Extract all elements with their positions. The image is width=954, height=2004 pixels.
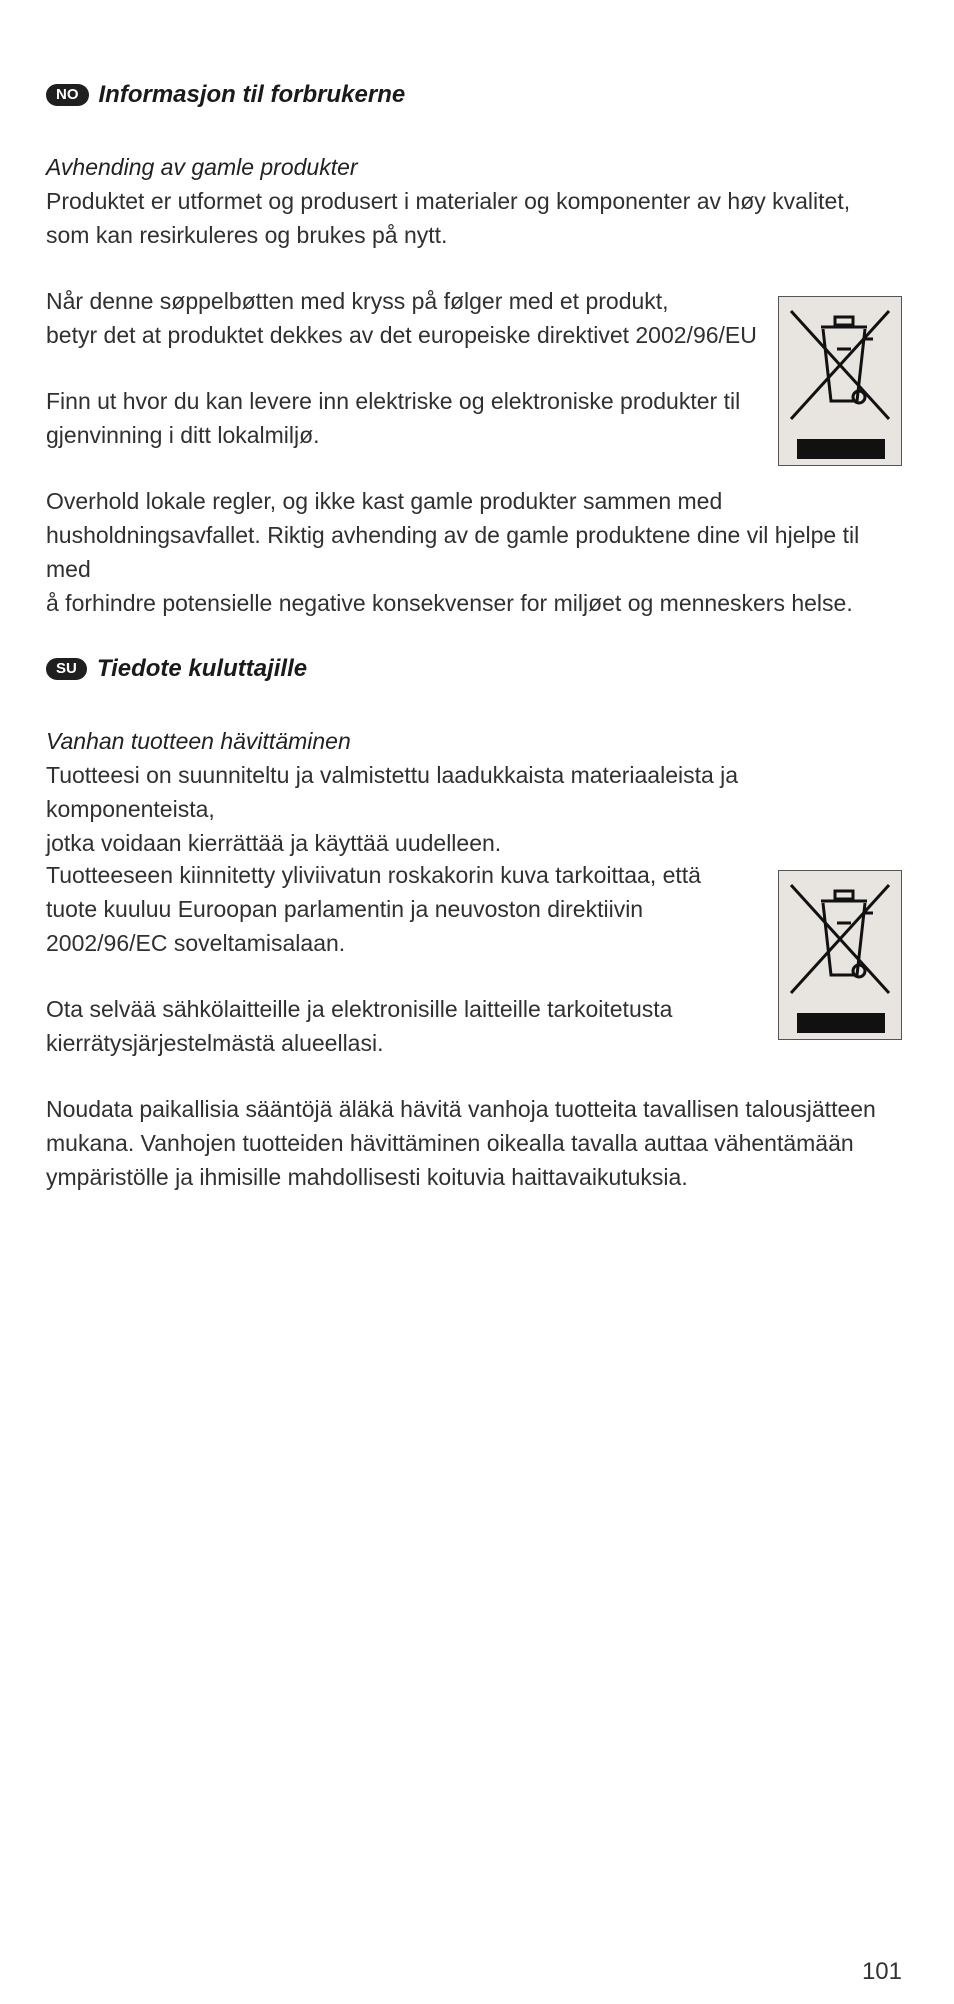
crossed-out-wheelie-bin-icon: [778, 870, 902, 1040]
paragraph-regulations: [46, 1092, 876, 1194]
paragraph-regulations: [46, 484, 906, 620]
subheading: Avhending av gamle produkter: [46, 154, 358, 180]
text-line: Noudata paikallisia sääntöjä äläkä hävitä vanhoja tuotteita tavallisen talousjätteen: [46, 1096, 876, 1122]
paragraph-symbol: [46, 284, 757, 352]
text-line: ympäristölle ja ihmisille mahdollisesti koituvia haittavaikutuksia.: [46, 1164, 688, 1190]
paragraph-intro: [46, 150, 850, 252]
text-line: Overhold lokale regler, og ikke kast gamle produkter sammen med: [46, 488, 723, 514]
paragraph-symbol: [46, 858, 701, 960]
text-line: å forhindre potensielle negative konsekvenser for miljøet og menneskers helse.: [46, 590, 853, 616]
text-line: Ota selvää sähkölaitteille ja elektronisille laitteille tarkoitetusta: [46, 996, 673, 1022]
crossed-out-wheelie-bin-icon: [778, 296, 902, 466]
text-line: tuote kuuluu Euroopan parlamentin ja neuvoston direktiivin: [46, 896, 644, 922]
paragraph-collection: [46, 384, 740, 452]
text-line: husholdningsavfallet. Riktig avhending av de gamle produktene dine vil hjelpe til med: [46, 522, 860, 582]
black-bar: [797, 1013, 885, 1033]
black-bar: [797, 439, 885, 459]
text-line: gjenvinning i ditt lokalmiljø.: [46, 422, 320, 448]
paragraph-intro: [46, 724, 906, 860]
section-title: Informasjon til forbrukerne: [98, 81, 406, 108]
section-heading: [46, 78, 906, 112]
section-heading: [46, 652, 906, 686]
subheading: Vanhan tuotteen hävittäminen: [46, 728, 351, 754]
text-line: mukana. Vanhojen tuotteiden hävittäminen oikealla tavalla auttaa vähentämään: [46, 1130, 854, 1156]
text-line: betyr det at produktet dekkes av det europeiske direktivet 2002/96/EU: [46, 322, 757, 348]
text-line: Tuotteesi on suunniteltu ja valmistettu laadukkaista materiaaleista ja komponenteista,: [46, 762, 739, 822]
text-line: 2002/96/EC soveltamisalaan.: [46, 930, 346, 956]
section-no: [46, 78, 906, 616]
text-line: Produktet er utformet og produsert i materialer og komponenter av høy kvalitet,: [46, 188, 851, 214]
language-badge: NO: [46, 84, 89, 106]
page-number: 101: [861, 1958, 902, 1985]
language-badge: SU: [46, 658, 87, 680]
paragraph-collection: [46, 992, 672, 1060]
text-line: jotka voidaan kierrättää ja käyttää uudelleen.: [46, 830, 502, 856]
text-line: som kan resirkuleres og brukes på nytt.: [46, 222, 448, 248]
text-line: Tuotteeseen kiinnitetty yliviivatun roskakorin kuva tarkoittaa, että: [46, 862, 701, 888]
section-su: [46, 652, 906, 1190]
text-line: Finn ut hvor du kan levere inn elektriske og elektroniske produkter til: [46, 388, 741, 414]
section-title: Tiedote kuluttajille: [96, 655, 308, 682]
text-line: Når denne søppelbøtten med kryss på følger med et produkt,: [46, 288, 669, 314]
text-line: kierrätysjärjestelmästä alueellasi.: [46, 1030, 384, 1056]
